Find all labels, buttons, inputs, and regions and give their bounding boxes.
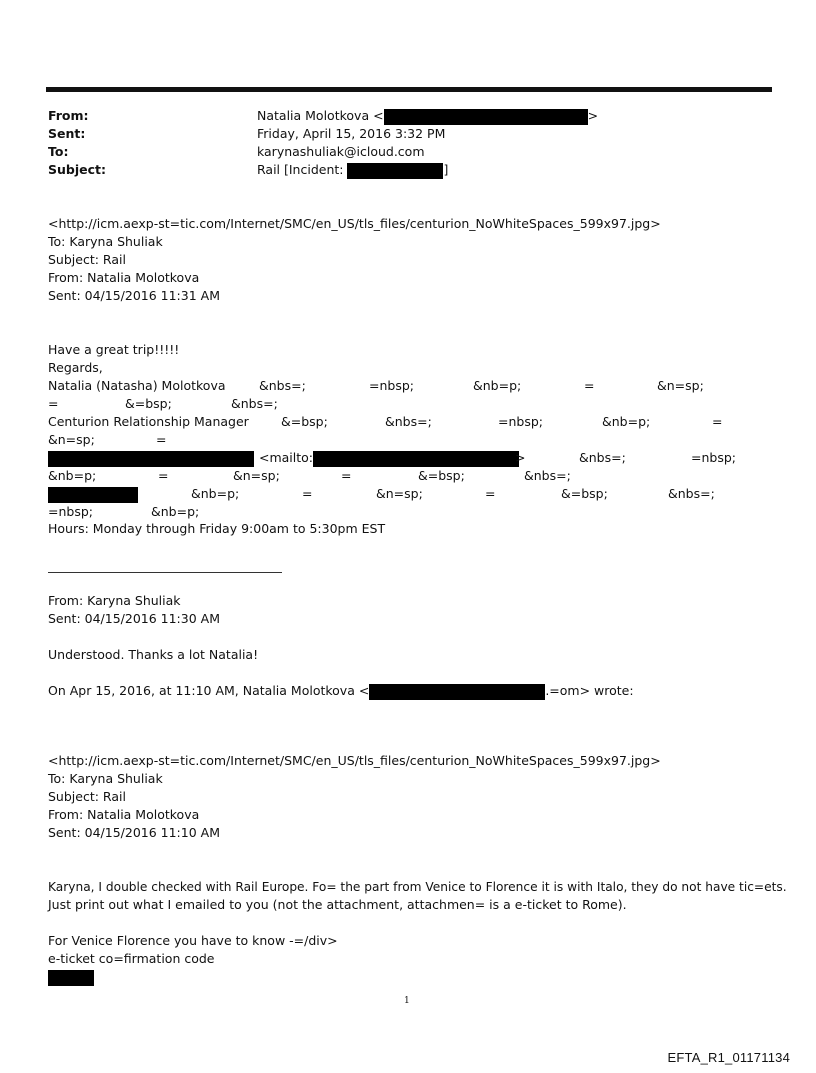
msg3-subject: Subject: Rail (48, 789, 126, 804)
msg1-subject: Subject: Rail (48, 252, 126, 267)
redaction-block (384, 109, 588, 125)
encoded-token: =nbsp; (48, 504, 93, 519)
from-label: From: (48, 108, 89, 123)
encoded-token: = (712, 414, 723, 429)
encoded-token: &nb=p; (473, 378, 522, 393)
sent-label: Sent: (48, 126, 86, 141)
regards: Regards, (48, 360, 103, 375)
to-value: karynashuliak@icloud.com (257, 144, 425, 159)
encoded-token: = (156, 432, 167, 447)
msg3-body-line: Just print out what I emailed to you (not the attachment, attachmen= is a e-ticket to Rome). (48, 897, 627, 912)
encoded-token: &nb=p; (48, 468, 97, 483)
msg3-body-line: For Venice Florence you have to know -=/div> (48, 933, 338, 948)
encoded-token: =nbsp; (369, 378, 414, 393)
encoded-token: = (341, 468, 352, 483)
redaction-block (48, 970, 94, 986)
redaction-block (313, 451, 519, 467)
msg2-from: From: Karyna Shuliak (48, 593, 181, 608)
page-number: 1 (404, 996, 410, 1006)
msg3-to: To: Karyna Shuliak (48, 771, 163, 786)
to-label: To: (48, 144, 69, 159)
separator-line (48, 572, 282, 573)
redaction-block (48, 487, 138, 503)
msg2-body: Understood. Thanks a lot Natalia! (48, 647, 259, 662)
msg2-sent: Sent: 04/15/2016 11:30 AM (48, 611, 220, 626)
encoded-token: &=bsp; (281, 414, 328, 429)
msg3-body-line: e-ticket co=firmation code (48, 951, 215, 966)
office-hours: Hours: Monday through Friday 9:00am to 5:30pm EST (48, 521, 386, 536)
subject-label: Subject: (48, 162, 106, 177)
msg1-from: From: Natalia Molotkova (48, 270, 200, 285)
header-rule (46, 87, 772, 92)
encoded-token: = (158, 468, 169, 483)
redaction-block (347, 163, 443, 179)
encoded-token: = (485, 486, 496, 501)
mailto-line: <mailto: (259, 449, 519, 467)
mail-line (48, 449, 254, 467)
encoded-token: &n=sp; (233, 468, 280, 483)
subject-value: Rail [Incident: ] (257, 162, 449, 177)
encoded-token: &nb=p; (602, 414, 651, 429)
encoded-token: = (584, 378, 595, 393)
msg3-body-line: Karyna, I double checked with Rail Europe. Fo= the part from Venice to Florence it is with Italo, they do not have tic=ets. (48, 880, 787, 894)
encoded-token: &nb=p; (191, 486, 240, 501)
encoded-token: &n=sp; (376, 486, 423, 501)
encoded-token: &nbs=; (579, 450, 626, 465)
greeting: Have a great trip!!!!! (48, 342, 180, 357)
encoded-token: &nbs=; (385, 414, 432, 429)
encoded-token: &nbs=; (231, 396, 278, 411)
msg1-to: To: Karyna Shuliak (48, 234, 163, 249)
image-link-line: <http://icm.aexp-st=tic.com/Internet/SMC/en_US/tls_files/centurion_NoWhiteSpaces_599x97.jpg> (48, 753, 661, 768)
encoded-token: &nbs=; (259, 378, 306, 393)
encoded-token: &nb=p; (151, 504, 200, 519)
signature-title: Centurion Relationship Manager (48, 414, 249, 429)
redaction-block (48, 451, 254, 467)
msg1-sent: Sent: 04/15/2016 11:31 AM (48, 288, 220, 303)
confirmation-code-line (48, 968, 94, 986)
msg3-from: From: Natalia Molotkova (48, 807, 200, 822)
sent-value: Friday, April 15, 2016 3:32 PM (257, 126, 446, 141)
encoded-token: =nbsp; (691, 450, 736, 465)
encoded-token: &n=sp; (657, 378, 704, 393)
document-id-footer: EFTA_R1_01171134 (667, 1050, 790, 1065)
encoded-token: &n=sp; (48, 432, 95, 447)
encoded-token: &=bsp; (561, 486, 608, 501)
mailto-close: > (515, 450, 526, 465)
quote-attribution: On Apr 15, 2016, at 11:10 AM, Natalia Molotkova < .=om> wrote: (48, 683, 634, 698)
redaction-block (369, 684, 545, 700)
encoded-token: &=bsp; (418, 468, 465, 483)
image-link-line: <http://icm.aexp-st=tic.com/Internet/SMC/en_US/tls_files/centurion_NoWhiteSpaces_599x97.jpg> (48, 216, 661, 231)
msg3-sent: Sent: 04/15/2016 11:10 AM (48, 825, 220, 840)
encoded-token: = (302, 486, 313, 501)
encoded-token: &nbs=; (524, 468, 571, 483)
encoded-token: =nbsp; (498, 414, 543, 429)
encoded-token: &=bsp; (125, 396, 172, 411)
phone-line (48, 485, 138, 503)
signature-name: Natalia (Natasha) Molotkova (48, 378, 226, 393)
encoded-token: = (48, 396, 59, 411)
from-value: Natalia Molotkova < > (257, 108, 599, 123)
encoded-token: &nbs=; (668, 486, 715, 501)
